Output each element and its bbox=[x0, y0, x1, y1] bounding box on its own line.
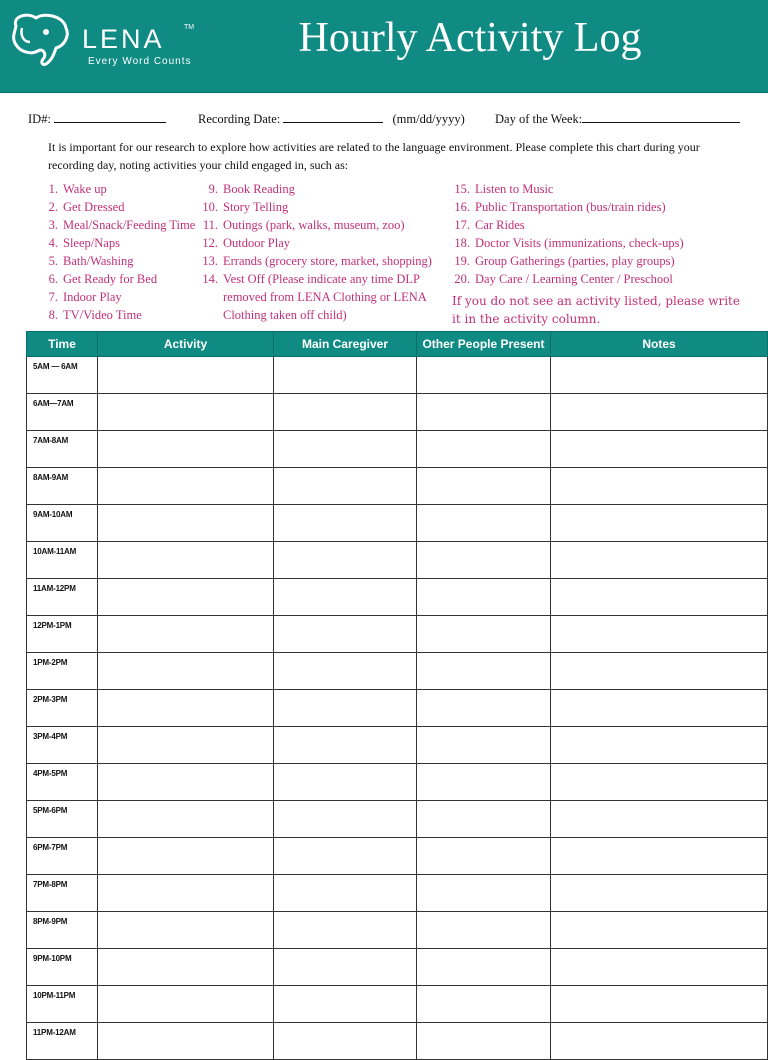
table-row bbox=[27, 542, 768, 579]
main-caregiver-cell[interactable] bbox=[274, 838, 417, 875]
time-slot-cell: 10AM-11AM bbox=[27, 542, 98, 579]
logo-tagline: Every Word Counts bbox=[88, 56, 192, 67]
notes-cell[interactable] bbox=[551, 727, 768, 764]
main-caregiver-cell[interactable] bbox=[274, 690, 417, 727]
main-caregiver-cell[interactable] bbox=[274, 986, 417, 1023]
activity-cell[interactable] bbox=[98, 616, 274, 653]
activity-cell[interactable] bbox=[98, 468, 274, 505]
activity-number: 2. bbox=[48, 200, 58, 214]
activity-text: Indoor Play bbox=[63, 290, 122, 304]
activity-number: 19. bbox=[454, 254, 470, 268]
time-slot-cell: 11AM-12PM bbox=[27, 579, 98, 616]
activity-cell[interactable] bbox=[98, 542, 274, 579]
other-people-cell[interactable] bbox=[417, 764, 551, 801]
other-people-cell[interactable] bbox=[417, 1023, 551, 1060]
notes-cell[interactable] bbox=[551, 542, 768, 579]
table-row bbox=[27, 764, 768, 801]
header-banner bbox=[0, 0, 768, 93]
table-body bbox=[27, 357, 768, 1060]
activity-list-item bbox=[44, 198, 195, 216]
write-in-note: If you do not see an activity listed, please write it in the activity column. bbox=[452, 294, 740, 326]
activity-text: Public Transportation (bus/train rides) bbox=[475, 200, 666, 214]
table-row bbox=[27, 394, 768, 431]
table-row bbox=[27, 949, 768, 986]
activity-number: 7. bbox=[48, 290, 58, 304]
activity-number: 17. bbox=[454, 218, 470, 232]
activity-cell[interactable] bbox=[98, 505, 274, 542]
activity-number: 15. bbox=[454, 182, 470, 196]
day-of-week-input-line[interactable] bbox=[582, 111, 740, 123]
notes-cell[interactable] bbox=[551, 616, 768, 653]
recording-date-label: Recording Date: bbox=[198, 112, 281, 126]
activity-text: Clothing taken off child) bbox=[223, 308, 347, 322]
header-notes: Notes bbox=[551, 332, 768, 357]
time-slot-cell: 6PM-7PM bbox=[27, 838, 98, 875]
main-caregiver-cell[interactable] bbox=[274, 357, 417, 394]
activity-list-item bbox=[44, 180, 195, 198]
table-row bbox=[27, 727, 768, 764]
table-row bbox=[27, 505, 768, 542]
main-caregiver-cell[interactable] bbox=[274, 616, 417, 653]
activity-text: TV/Video Time bbox=[63, 308, 142, 322]
activity-text: Get Dressed bbox=[63, 200, 125, 214]
activity-list-col1 bbox=[44, 180, 195, 324]
time-slot-cell: 6AM—7AM bbox=[27, 394, 98, 431]
notes-cell[interactable] bbox=[551, 579, 768, 616]
activity-text: Outdoor Play bbox=[223, 236, 291, 250]
activity-cell[interactable] bbox=[98, 727, 274, 764]
main-caregiver-cell[interactable] bbox=[274, 764, 417, 801]
id-field bbox=[28, 111, 166, 127]
activity-text: Story Telling bbox=[223, 200, 289, 214]
notes-cell[interactable] bbox=[551, 431, 768, 468]
logo-wordmark: LENA bbox=[82, 24, 165, 54]
activity-cell[interactable] bbox=[98, 653, 274, 690]
main-caregiver-cell[interactable] bbox=[274, 912, 417, 949]
table-row bbox=[27, 468, 768, 505]
activity-list-item bbox=[44, 234, 195, 252]
activity-list-item bbox=[44, 216, 195, 234]
activity-list-item bbox=[44, 252, 195, 270]
other-people-cell[interactable] bbox=[417, 912, 551, 949]
activity-cell[interactable] bbox=[98, 875, 274, 912]
activity-cell[interactable] bbox=[98, 801, 274, 838]
time-slot-cell: 9AM-10AM bbox=[27, 505, 98, 542]
main-caregiver-cell[interactable] bbox=[274, 801, 417, 838]
table-row bbox=[27, 579, 768, 616]
notes-cell[interactable] bbox=[551, 801, 768, 838]
table-row bbox=[27, 801, 768, 838]
activity-list-item bbox=[196, 180, 432, 198]
other-people-cell[interactable] bbox=[417, 505, 551, 542]
time-slot-cell: 5PM-6PM bbox=[27, 801, 98, 838]
other-people-cell[interactable] bbox=[417, 542, 551, 579]
notes-cell[interactable] bbox=[551, 986, 768, 1023]
notes-cell[interactable] bbox=[551, 505, 768, 542]
other-people-cell[interactable] bbox=[417, 949, 551, 986]
activity-number: 14. bbox=[202, 272, 218, 286]
activity-list-col2 bbox=[196, 180, 432, 324]
recording-date-input-line[interactable] bbox=[283, 111, 383, 123]
activity-list-item bbox=[448, 270, 684, 288]
notes-cell[interactable] bbox=[551, 653, 768, 690]
other-people-cell[interactable] bbox=[417, 468, 551, 505]
notes-cell[interactable] bbox=[551, 394, 768, 431]
activity-number: 20. bbox=[454, 272, 470, 286]
elephant-icon bbox=[6, 12, 78, 70]
activity-text: Vest Off (Please indicate any time DLP bbox=[223, 272, 420, 286]
activity-text: Book Reading bbox=[223, 182, 295, 196]
activity-text: Errands (grocery store, market, shopping) bbox=[223, 254, 432, 268]
activity-text: Wake up bbox=[63, 182, 107, 196]
activity-cell[interactable] bbox=[98, 431, 274, 468]
header-main-caregiver: Main Caregiver bbox=[274, 332, 417, 357]
time-slot-cell: 2PM-3PM bbox=[27, 690, 98, 727]
activity-number: 11. bbox=[202, 218, 218, 232]
activity-text: Car Rides bbox=[475, 218, 525, 232]
activity-list-item bbox=[448, 234, 684, 252]
other-people-cell[interactable] bbox=[417, 801, 551, 838]
notes-cell[interactable] bbox=[551, 468, 768, 505]
table-row bbox=[27, 875, 768, 912]
table-row bbox=[27, 653, 768, 690]
time-slot-cell: 3PM-4PM bbox=[27, 727, 98, 764]
activity-cell[interactable] bbox=[98, 912, 274, 949]
table-row bbox=[27, 986, 768, 1023]
main-caregiver-cell[interactable] bbox=[274, 394, 417, 431]
activity-list-item bbox=[448, 180, 684, 198]
activity-text: Meal/Snack/Feeding Time bbox=[63, 218, 196, 232]
activity-number: 6. bbox=[48, 272, 58, 286]
table-header-row bbox=[27, 332, 768, 357]
time-slot-cell: 7PM-8PM bbox=[27, 875, 98, 912]
main-caregiver-cell[interactable] bbox=[274, 1023, 417, 1060]
header-activity: Activity bbox=[98, 332, 274, 357]
activity-text: Day Care / Learning Center / Preschool bbox=[475, 272, 673, 286]
notes-cell[interactable] bbox=[551, 912, 768, 949]
activity-text: Group Gatherings (parties, play groups) bbox=[475, 254, 675, 268]
recording-date-field bbox=[198, 111, 465, 127]
main-caregiver-cell[interactable] bbox=[274, 431, 417, 468]
activity-number: 12. bbox=[202, 236, 218, 250]
activity-list-item bbox=[196, 306, 432, 324]
notes-cell[interactable] bbox=[551, 875, 768, 912]
activity-number bbox=[196, 306, 218, 324]
time-slot-cell: 8PM-9PM bbox=[27, 912, 98, 949]
activity-list-col3 bbox=[448, 180, 684, 288]
activity-list-item bbox=[196, 198, 432, 216]
other-people-cell[interactable] bbox=[417, 616, 551, 653]
other-people-cell[interactable] bbox=[417, 394, 551, 431]
other-people-cell[interactable] bbox=[417, 357, 551, 394]
activity-cell[interactable] bbox=[98, 838, 274, 875]
table-row bbox=[27, 838, 768, 875]
activity-list-item bbox=[448, 216, 684, 234]
time-slot-cell: 7AM-8AM bbox=[27, 431, 98, 468]
main-caregiver-cell[interactable] bbox=[274, 949, 417, 986]
id-label: ID#: bbox=[28, 112, 51, 126]
other-people-cell[interactable] bbox=[417, 690, 551, 727]
activity-list-item bbox=[44, 306, 195, 324]
time-slot-cell: 10PM-11PM bbox=[27, 986, 98, 1023]
lena-logo bbox=[4, 10, 204, 70]
table-row bbox=[27, 912, 768, 949]
intro-paragraph: It is important for our research to explore how activities are related to the language environment. Please complete this chart during your recording day, noting activities your child engaged in, such as: bbox=[48, 140, 700, 172]
activity-number: 13. bbox=[202, 254, 218, 268]
activity-text: Get Ready for Bed bbox=[63, 272, 158, 286]
other-people-cell[interactable] bbox=[417, 875, 551, 912]
activity-cell[interactable] bbox=[98, 394, 274, 431]
activity-text: Bath/Washing bbox=[63, 254, 134, 268]
id-input-line[interactable] bbox=[54, 111, 166, 123]
notes-cell[interactable] bbox=[551, 1023, 768, 1060]
time-slot-cell: 1PM-2PM bbox=[27, 653, 98, 690]
activity-number: 18. bbox=[454, 236, 470, 250]
activity-cell[interactable] bbox=[98, 764, 274, 801]
time-slot-cell: 4PM-5PM bbox=[27, 764, 98, 801]
activity-list-item bbox=[196, 234, 432, 252]
main-caregiver-cell[interactable] bbox=[274, 505, 417, 542]
notes-cell[interactable] bbox=[551, 357, 768, 394]
activity-list-item bbox=[196, 270, 432, 288]
activity-number: 10. bbox=[202, 200, 218, 214]
activity-cell[interactable] bbox=[98, 986, 274, 1023]
page-title: Hourly Activity Log bbox=[298, 15, 642, 61]
activity-text: removed from LENA Clothing or LENA bbox=[223, 290, 427, 304]
notes-cell[interactable] bbox=[551, 838, 768, 875]
header-other-people: Other People Present bbox=[417, 332, 551, 357]
date-format-hint: (mm/dd/yyyy) bbox=[392, 112, 465, 126]
other-people-cell[interactable] bbox=[417, 431, 551, 468]
other-people-cell[interactable] bbox=[417, 579, 551, 616]
activity-text: Listen to Music bbox=[475, 182, 554, 196]
activity-cell[interactable] bbox=[98, 357, 274, 394]
activity-number: 5. bbox=[48, 254, 58, 268]
activity-number: 16. bbox=[454, 200, 470, 214]
other-people-cell[interactable] bbox=[417, 838, 551, 875]
activity-number: 4. bbox=[48, 236, 58, 250]
main-caregiver-cell[interactable] bbox=[274, 875, 417, 912]
main-caregiver-cell[interactable] bbox=[274, 727, 417, 764]
main-caregiver-cell[interactable] bbox=[274, 542, 417, 579]
activity-list-item bbox=[196, 252, 432, 270]
notes-cell[interactable] bbox=[551, 949, 768, 986]
notes-cell[interactable] bbox=[551, 690, 768, 727]
table-row bbox=[27, 357, 768, 394]
activity-list-item bbox=[448, 252, 684, 270]
activity-number: 1. bbox=[48, 182, 58, 196]
activity-number: 8. bbox=[48, 308, 58, 322]
activity-list-item bbox=[44, 288, 195, 306]
main-caregiver-cell[interactable] bbox=[274, 653, 417, 690]
table-row bbox=[27, 1023, 768, 1060]
activity-text: Sleep/Naps bbox=[63, 236, 120, 250]
day-of-week-field bbox=[495, 111, 740, 127]
activity-cell[interactable] bbox=[98, 949, 274, 986]
activity-cell[interactable] bbox=[98, 579, 274, 616]
logo-trademark: TM bbox=[184, 24, 195, 31]
activity-cell[interactable] bbox=[98, 690, 274, 727]
activity-list-item bbox=[44, 270, 195, 288]
time-slot-cell: 5AM — 6AM bbox=[27, 357, 98, 394]
activity-list-item bbox=[196, 216, 432, 234]
time-slot-cell: 9PM-10PM bbox=[27, 949, 98, 986]
activity-text: Doctor Visits (immunizations, check-ups) bbox=[475, 236, 684, 250]
main-caregiver-cell[interactable] bbox=[274, 579, 417, 616]
table-row bbox=[27, 690, 768, 727]
main-caregiver-cell[interactable] bbox=[274, 468, 417, 505]
other-people-cell[interactable] bbox=[417, 653, 551, 690]
day-of-week-label: Day of the Week: bbox=[495, 112, 583, 126]
table-row bbox=[27, 616, 768, 653]
time-slot-cell: 12PM-1PM bbox=[27, 616, 98, 653]
activity-text: Outings (park, walks, museum, zoo) bbox=[223, 218, 405, 232]
activity-list-item bbox=[196, 288, 432, 306]
time-slot-cell: 8AM-9AM bbox=[27, 468, 98, 505]
header-time: Time bbox=[27, 332, 98, 357]
activity-number: 3. bbox=[48, 218, 58, 232]
hourly-log-table bbox=[26, 331, 768, 1060]
other-people-cell[interactable] bbox=[417, 986, 551, 1023]
table-row bbox=[27, 431, 768, 468]
notes-cell[interactable] bbox=[551, 764, 768, 801]
time-slot-cell: 11PM-12AM bbox=[27, 1023, 98, 1060]
activity-cell[interactable] bbox=[98, 1023, 274, 1060]
activity-list-item bbox=[448, 198, 684, 216]
activity-number bbox=[196, 288, 218, 306]
other-people-cell[interactable] bbox=[417, 727, 551, 764]
activity-number: 9. bbox=[208, 182, 218, 196]
